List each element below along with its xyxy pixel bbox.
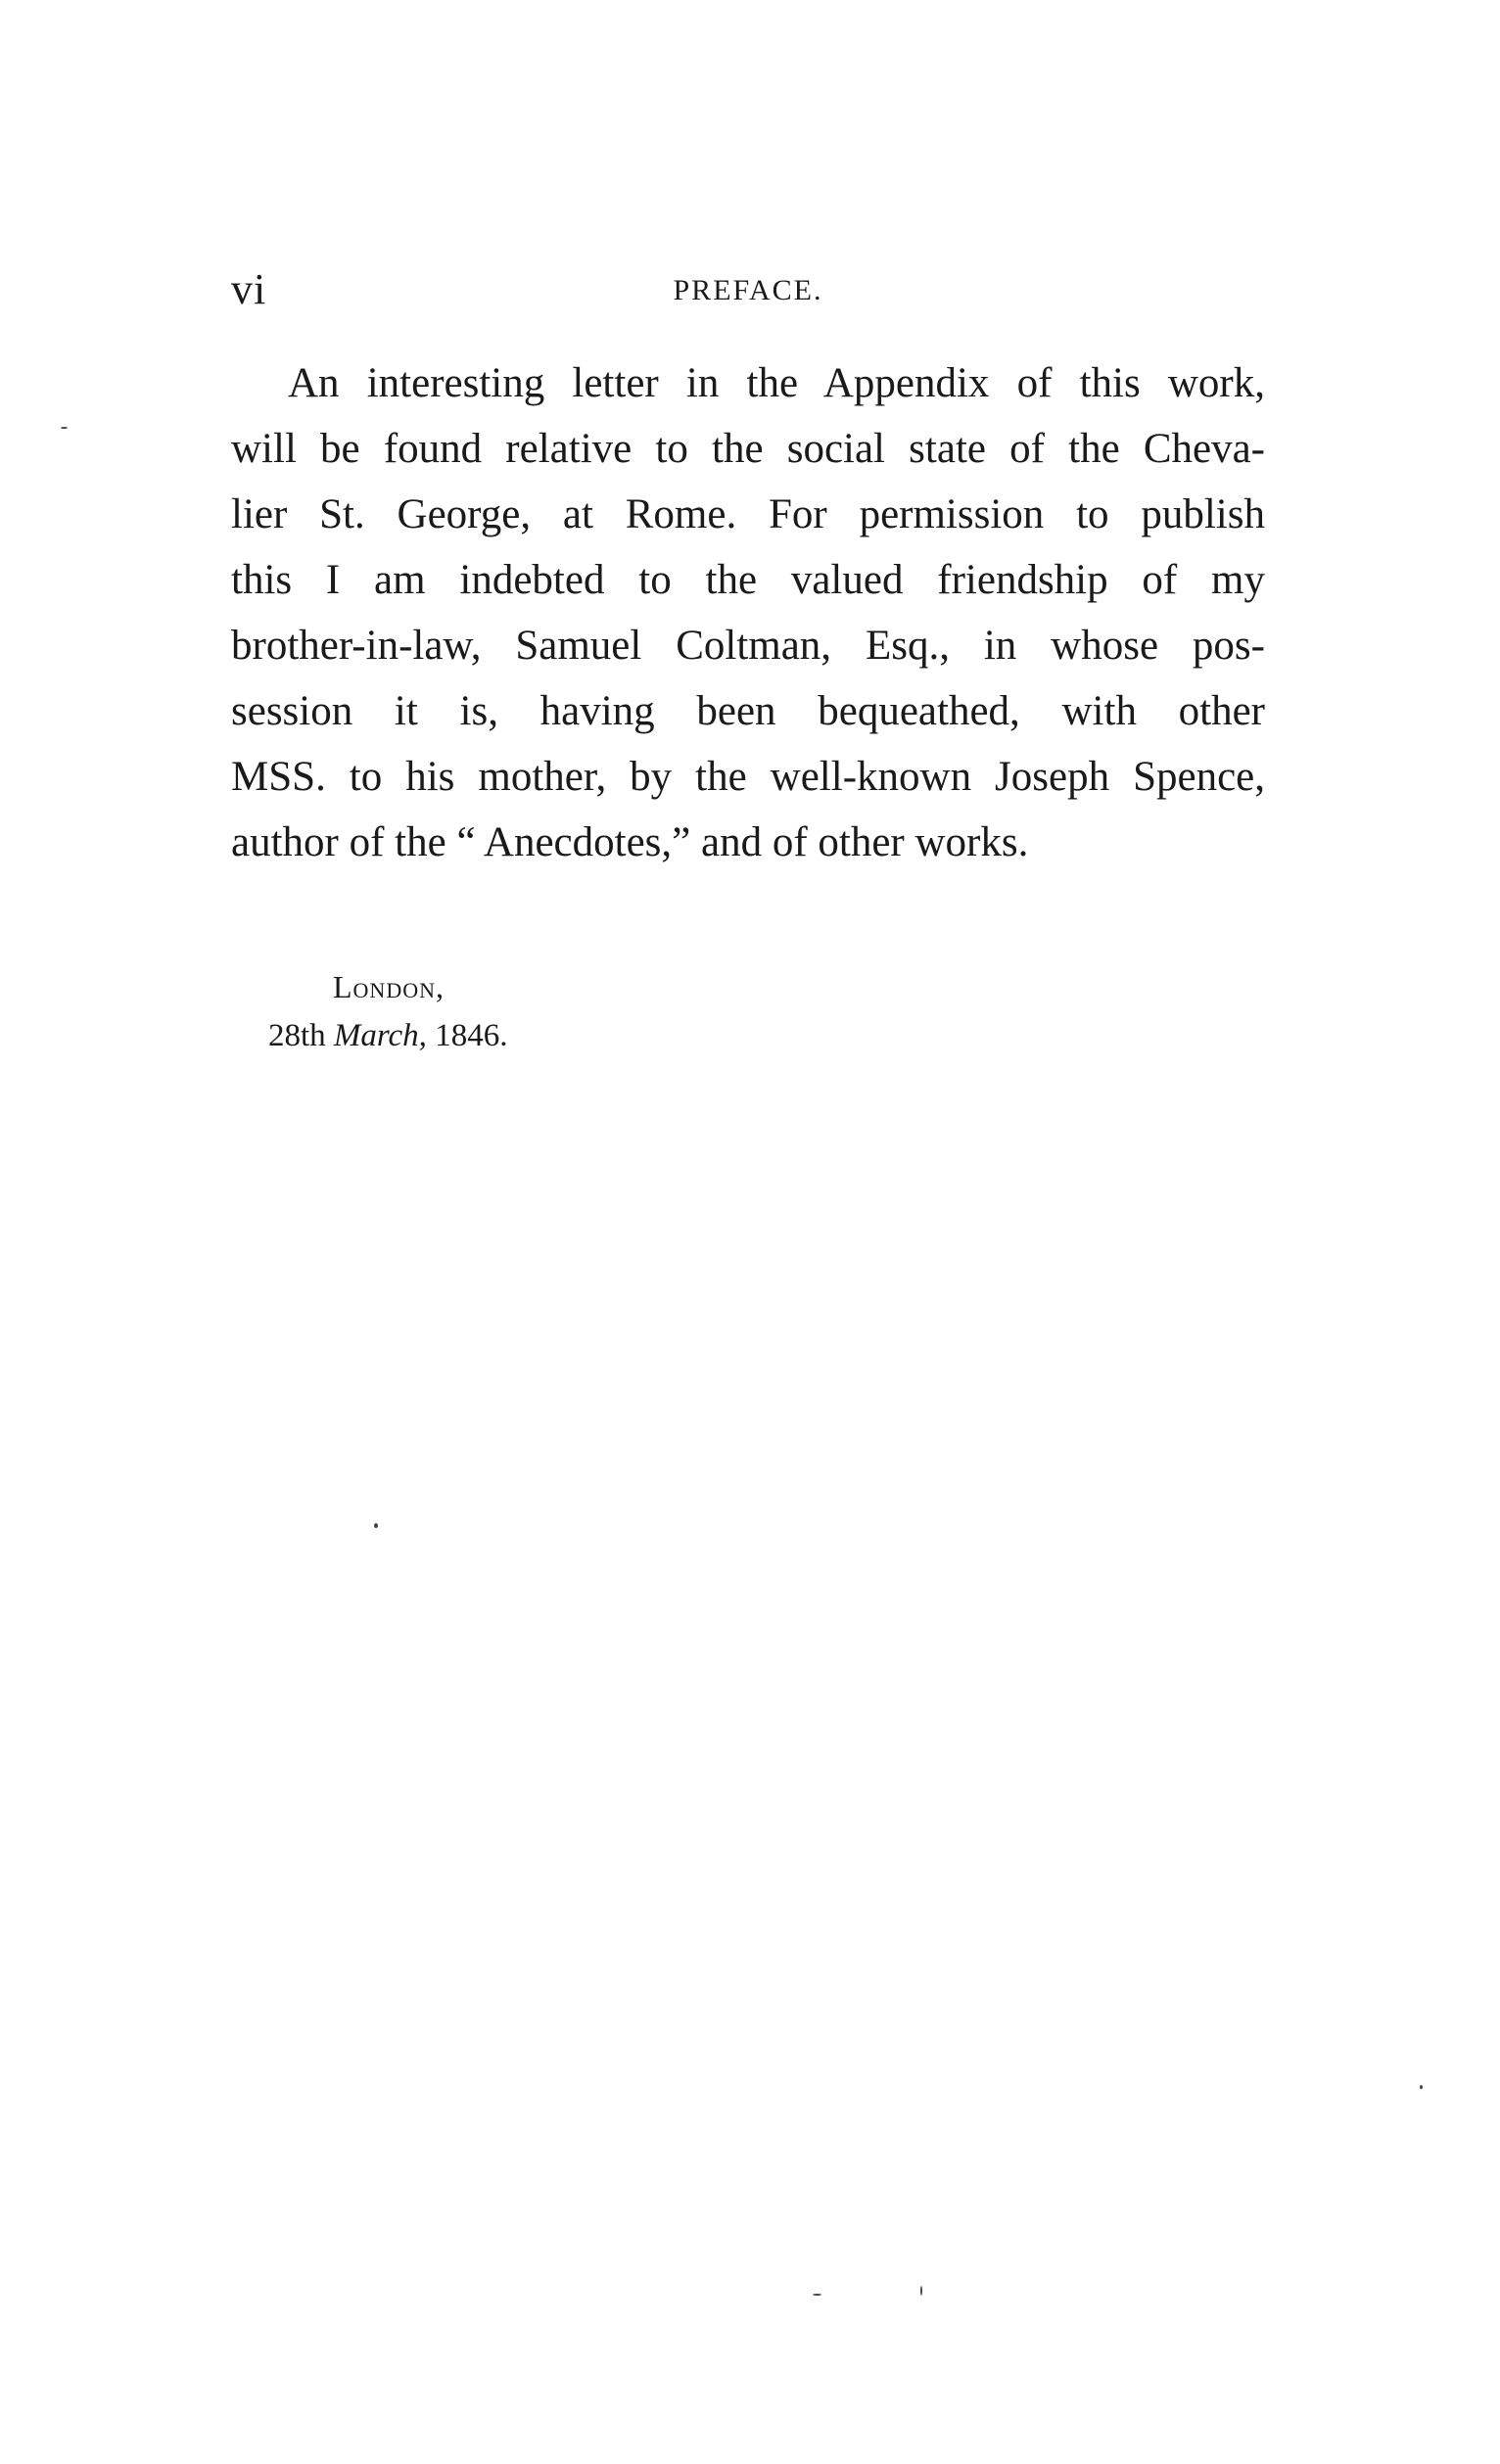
text-line: brother-in-law, Samuel Coltman, Esq., in whose pos- [231, 623, 1265, 669]
text-line: lier St. George, at Rome. For permission to publish [231, 491, 1265, 537]
running-head [231, 264, 1265, 323]
scan-speck [61, 427, 68, 429]
text-line: session it is, having been bequeathed, with other [231, 688, 1265, 734]
scan-speck [1420, 2085, 1423, 2089]
date-day: 28th [268, 1018, 326, 1053]
scan-speck [813, 2294, 821, 2296]
date-month: March, [333, 1018, 427, 1053]
signature-date [268, 1018, 507, 1054]
text-line: author of the “ Anecdotes,” and of other works. [231, 819, 1029, 865]
text-line: An interesting letter in the Appendix of this work, [288, 360, 1265, 406]
text-line: this I am indebted to the valued friendship of my [231, 557, 1265, 603]
text-line: will be found relative to the social state of the Cheva- [231, 426, 1265, 472]
running-title: PREFACE. [673, 274, 823, 306]
text-line: MSS. to his mother, by the well-known Joseph Spence, [231, 754, 1265, 800]
page-number: vi [231, 265, 267, 313]
scan-speck [374, 1523, 378, 1528]
date-year: 1846. [435, 1018, 508, 1053]
preface-paragraph [231, 350, 1265, 875]
signature-place: London, [333, 969, 445, 1004]
scan-speck [920, 2286, 922, 2296]
